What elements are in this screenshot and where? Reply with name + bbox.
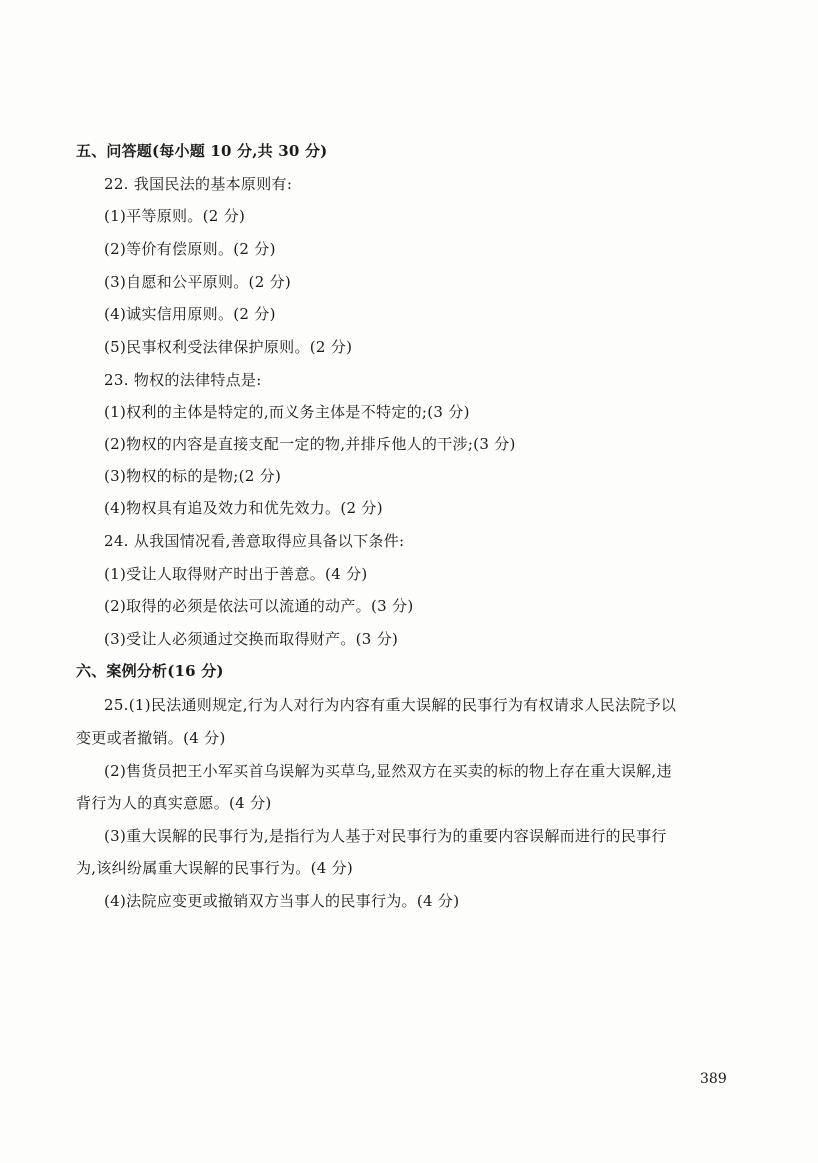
q22-intro: 22. 我国民法的基本原则有: <box>104 175 293 193</box>
q22-item-2: (2)等价有偿原则。(2 分) <box>104 240 276 258</box>
q23-item-1: (1)权利的主体是特定的,而义务主体是不特定的;(3 分) <box>104 403 470 421</box>
q24-item-3: (3)受让人必须通过交换而取得财产。(3 分) <box>104 630 399 648</box>
q22-item-4: (4)诚实信用原则。(2 分) <box>104 305 276 323</box>
section-heading-case: 六、案例分析(16 分) <box>76 662 224 680</box>
section-heading-qa: 五、问答题(每小题 10 分,共 30 分) <box>76 142 328 160</box>
q25-line-2: 变更或者撤销。(4 分) <box>76 729 226 747</box>
q25-line-4: 背行为人的真实意愿。(4 分) <box>76 794 272 812</box>
q25-line-3: (2)售货员把王小军买首乌误解为买草乌,显然双方在买卖的标的物上存在重大误解,违 <box>104 762 672 780</box>
q25-line-1: 25.(1)民法通则规定,行为人对行为内容有重大误解的民事行为有权请求人民法院予以 <box>104 696 677 714</box>
q25-line-7: (4)法院应变更或撤销双方当事人的民事行为。(4 分) <box>104 892 460 910</box>
q23-item-2: (2)物权的内容是直接支配一定的物,并排斥他人的干涉;(3 分) <box>104 435 516 453</box>
q23-item-3: (3)物权的标的是物;(2 分) <box>104 467 282 485</box>
q22-item-5: (5)民事权利受法律保护原则。(2 分) <box>104 338 353 356</box>
q22-item-3: (3)自愿和公平原则。(2 分) <box>104 273 292 291</box>
q22-item-1: (1)平等原则。(2 分) <box>104 207 246 225</box>
q25-line-5: (3)重大误解的民事行为,是指行为人基于对民事行为的重要内容误解而进行的民事行 <box>104 827 667 845</box>
q24-intro: 24. 从我国情况看,善意取得应具备以下条件: <box>104 532 405 550</box>
q24-item-1: (1)受让人取得财产时出于善意。(4 分) <box>104 565 368 583</box>
q23-intro: 23. 物权的法律特点是: <box>104 371 262 389</box>
q24-item-2: (2)取得的必须是依法可以流通的动产。(3 分) <box>104 597 414 615</box>
q25-line-6: 为,该纠纷属重大误解的民事行为。(4 分) <box>76 859 354 877</box>
q23-item-4: (4)物权具有追及效力和优先效力。(2 分) <box>104 499 383 517</box>
page-number: 389 <box>700 1071 727 1087</box>
